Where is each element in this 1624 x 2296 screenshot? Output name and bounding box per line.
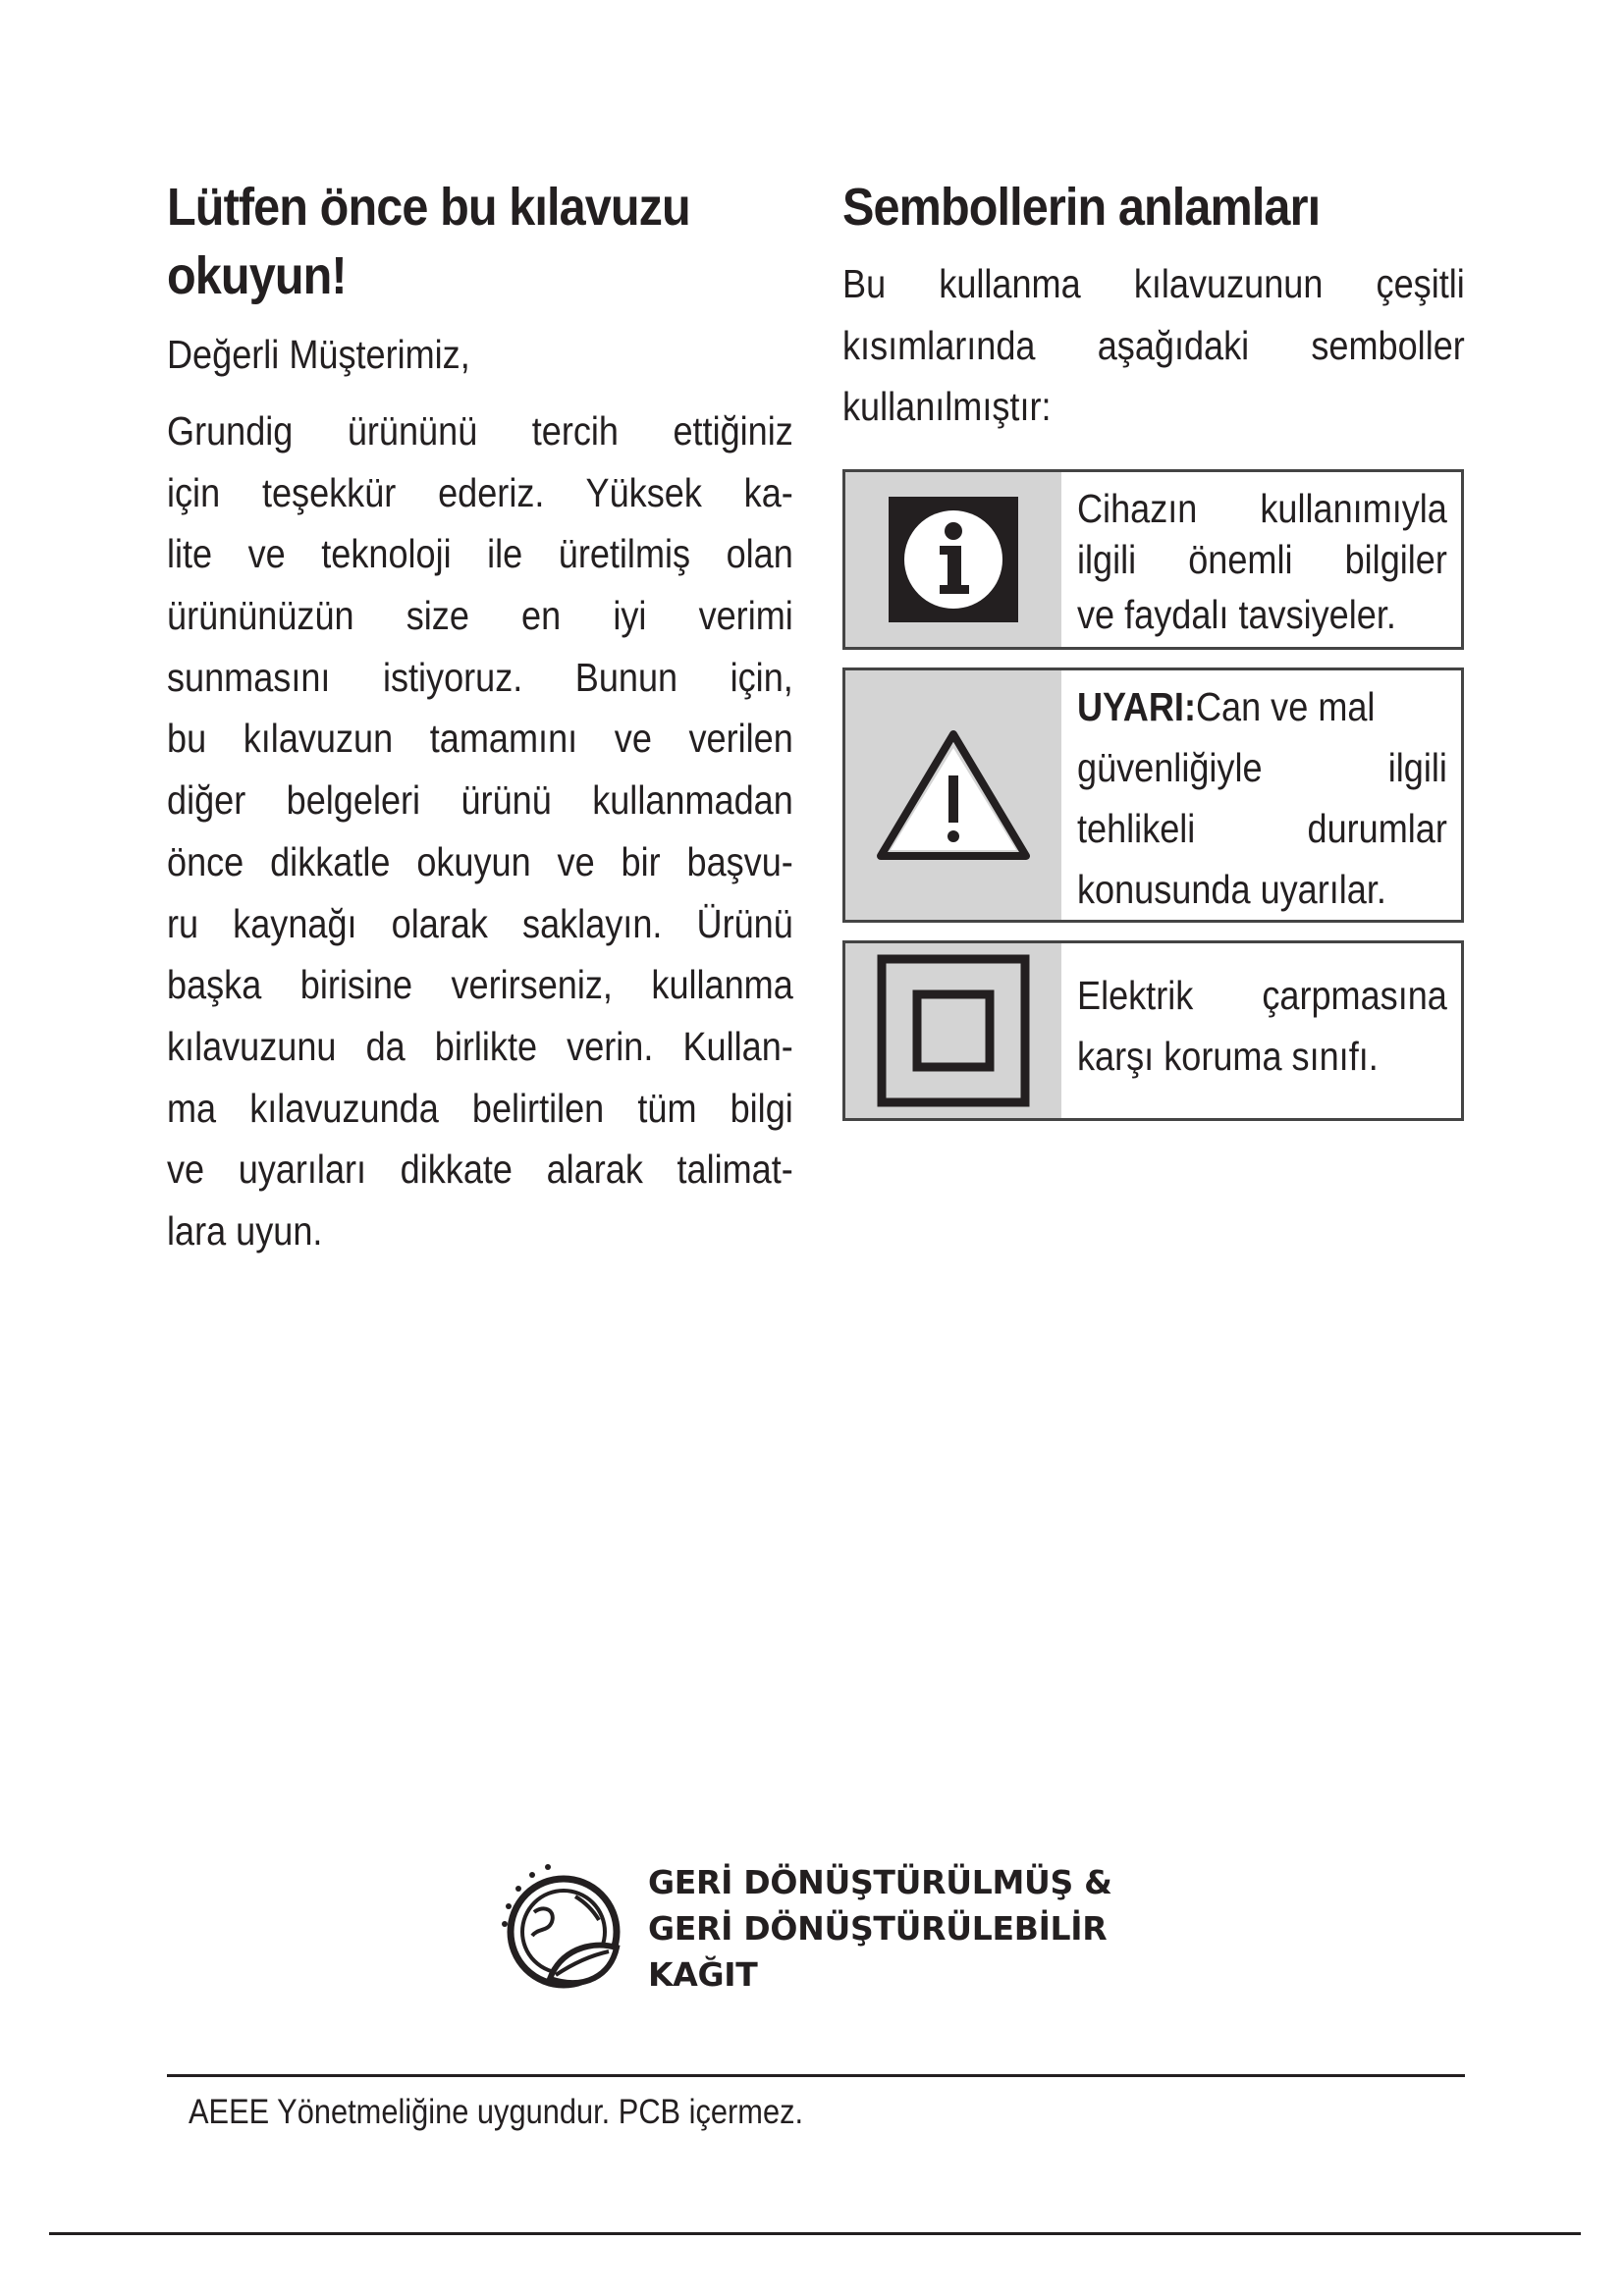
title-line-2: okuyun! <box>167 246 347 305</box>
greeting: Değerli Müşterimiz, <box>167 332 470 377</box>
symbol-description: UYARI:Can ve mal güvenliğiyle ilgili tehlikeli durumlar konusunda uyarılar. <box>1077 684 1447 912</box>
info-icon <box>889 497 1018 622</box>
intro-line: kısımlarında aşağıdaki semboller <box>842 322 1465 368</box>
title-line-1: Lütfen önce bu kılavuzu <box>167 178 690 237</box>
symbol-row-protection-class <box>842 940 1464 1121</box>
paragraph-line: sunmasını istiyoruz. Bunun için, <box>167 654 793 700</box>
paragraph-line: önce dikkatle okuyun ve bir başvu- <box>167 838 793 884</box>
warning-triangle-icon <box>875 726 1032 864</box>
symbol-description: Elektrik çarpmasına karşı koruma sınıfı. <box>1077 973 1447 1079</box>
warning-label: UYARI: <box>1077 684 1196 729</box>
paragraph-line: başka birisine verirseniz, kullanma <box>167 962 793 1008</box>
page-title <box>167 173 792 310</box>
intro-line: kullanılmıştır: <box>842 384 1052 430</box>
recycled-paper-badge <box>491 1853 1139 2010</box>
recycled-paper-label <box>648 1859 1112 1998</box>
paragraph-line: Grundig ürününü tercih ettiğiniz <box>167 408 793 454</box>
right-column <box>842 173 1465 438</box>
intro-paragraph <box>167 400 793 1262</box>
paragraph-line: ma kılavuzunda belirtilen tüm bilgi <box>167 1085 793 1131</box>
paragraph-line: ru kaynağı olarak saklayın. Ürünü <box>167 900 793 946</box>
protection-class-ii-icon <box>877 954 1030 1107</box>
symbol-icon-cell <box>845 670 1061 920</box>
paragraph-line: lara uyun. <box>167 1207 323 1254</box>
paragraph-line: için teşekkür ederiz. Yüksek ka- <box>167 469 793 515</box>
paragraph-line: ve uyarıları dikkate alarak talimat- <box>167 1147 793 1193</box>
left-column <box>167 173 793 1262</box>
page-bottom-rule <box>49 2232 1581 2235</box>
compliance-note: AEEE Yönetmeliğine uygundur. PCB içermez. <box>189 2093 804 2131</box>
symbol-row-info <box>842 469 1464 650</box>
symbol-description: Cihazın kullanımıyla ilgili önemli bilgiler ve faydalı tavsiyeler. <box>1077 486 1447 637</box>
paragraph-line: ürününüzün size en iyi verimi <box>167 593 793 639</box>
recycle-line: GERİ DÖNÜŞTÜRÜLMÜŞ & <box>648 1863 1112 1901</box>
paragraph-line: lite ve teknoloji ile üretilmiş olan <box>167 531 793 577</box>
recycle-line: KAĞIT <box>648 1955 758 1994</box>
footer-divider <box>167 2074 1465 2077</box>
recycled-paper-globe-leaf-icon <box>491 1853 638 2010</box>
symbol-icon-cell <box>845 472 1061 647</box>
paragraph-line: bu kılavuzun tamamını ve verilen <box>167 716 793 762</box>
paragraph-line: diğer belgeleri ürünü kullanmadan <box>167 777 793 824</box>
symbols-intro <box>842 253 1465 438</box>
symbol-icon-cell <box>845 943 1061 1118</box>
intro-line: Bu kullanma kılavuzunun çeşitli <box>842 261 1465 306</box>
symbols-heading: Sembollerin anlamları <box>842 178 1321 237</box>
recycle-line: GERİ DÖNÜŞTÜRÜLEBİLİR <box>648 1909 1108 1948</box>
symbol-row-warning <box>842 667 1464 923</box>
paragraph-line: kılavuzunu da birlikte verin. Kullan- <box>167 1023 793 1069</box>
